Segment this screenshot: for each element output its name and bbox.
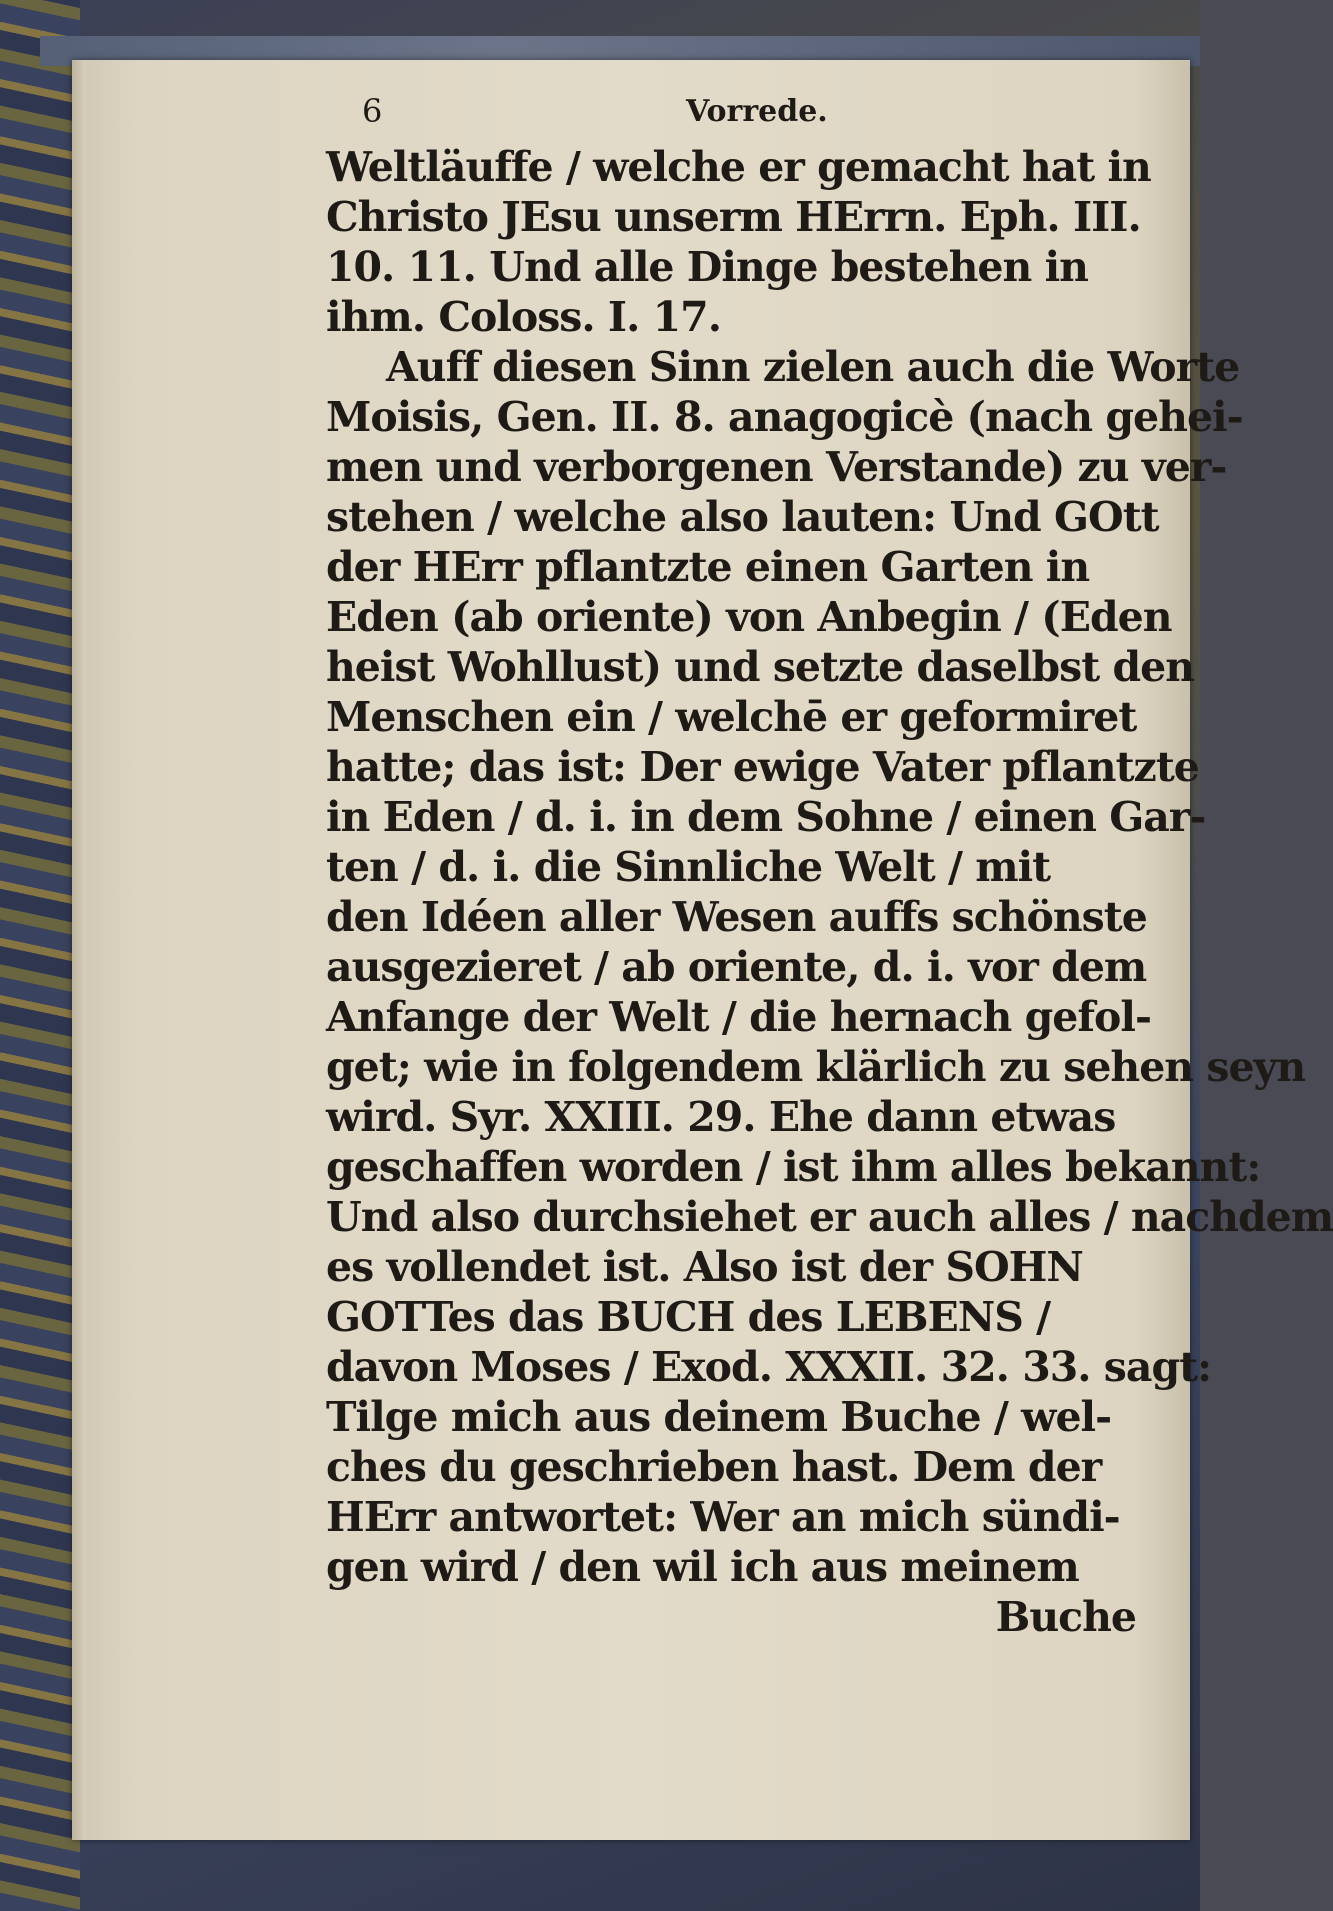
page-header — [326, 88, 1146, 142]
text-line: ausgezieret / ab oriente, d. i. vor dem — [326, 943, 1147, 991]
text-line: men und verborgenen Verstande) zu ver- — [326, 443, 1227, 491]
text-line: Menschen ein / welchē er geformiret — [326, 693, 1137, 741]
text-line: es vollendet ist. Also ist der SOHN — [326, 1243, 1083, 1291]
text-line: 10. 11. Und alle Dinge bestehen in — [326, 243, 1088, 291]
page-text-block — [326, 88, 1333, 1642]
text-line: ten / d. i. die Sinnliche Welt / mit — [326, 843, 1051, 891]
marbled-cover — [0, 0, 80, 1911]
text-line: get; wie in folgendem klärlich zu sehen seyn — [326, 1043, 1306, 1091]
running-head: Vorrede. — [686, 94, 828, 129]
text-line: wird. Syr. XXIII. 29. Ehe dann etwas — [326, 1093, 1116, 1141]
text-line: Tilge mich aus deinem Buche / wel- — [326, 1393, 1112, 1441]
text-line: Eden (ab oriente) von Anbegin / (Eden — [326, 593, 1172, 641]
text-line: Moisis, Gen. II. 8. anagogicè (nach gehei- — [326, 393, 1243, 441]
text-line: HErr antwortet: Wer an mich sündi- — [326, 1493, 1120, 1541]
text-line: Auff diesen Sinn zielen auch die Worte — [386, 343, 1240, 391]
page-number: 6 — [362, 92, 383, 130]
catchword: Buche — [995, 1593, 1136, 1641]
text-line: Und also durchsiehet er auch alles / nachdem — [326, 1193, 1333, 1241]
text-line: heist Wohllust) und setzte daselbst den — [326, 643, 1195, 691]
text-line: in Eden / d. i. in dem Sohne / einen Gar- — [326, 793, 1206, 841]
text-line: hatte; das ist: Der ewige Vater pflantzte — [326, 743, 1199, 791]
text-lines — [326, 142, 1333, 1592]
text-line: davon Moses / Exod. XXXII. 32. 33. sagt: — [326, 1343, 1212, 1391]
text-line: stehen / welche also lauten: Und GOtt — [326, 493, 1159, 541]
text-line: Christo JEsu unserm HErrn. Eph. III. — [326, 193, 1141, 241]
text-line: Anfange der Welt / die hernach gefol- — [326, 993, 1151, 1041]
text-line: Weltläuffe / welche er gemacht hat in — [326, 143, 1151, 191]
page-gutter — [72, 60, 86, 1840]
text-line: gen wird / den wil ich aus meinem — [326, 1543, 1079, 1591]
text-line: ihm. Coloss. I. 17. — [326, 293, 721, 341]
text-line: den Idéen aller Wesen auffs schönste — [326, 893, 1147, 941]
text-line: GOTTes das BUCH des LEBENS / — [326, 1293, 1051, 1341]
text-line: geschaffen worden / ist ihm alles bekannt: — [326, 1143, 1261, 1191]
text-line: ches du geschrieben hast. Dem der — [326, 1443, 1102, 1491]
text-line: der HErr pflantzte einen Garten in — [326, 543, 1090, 591]
